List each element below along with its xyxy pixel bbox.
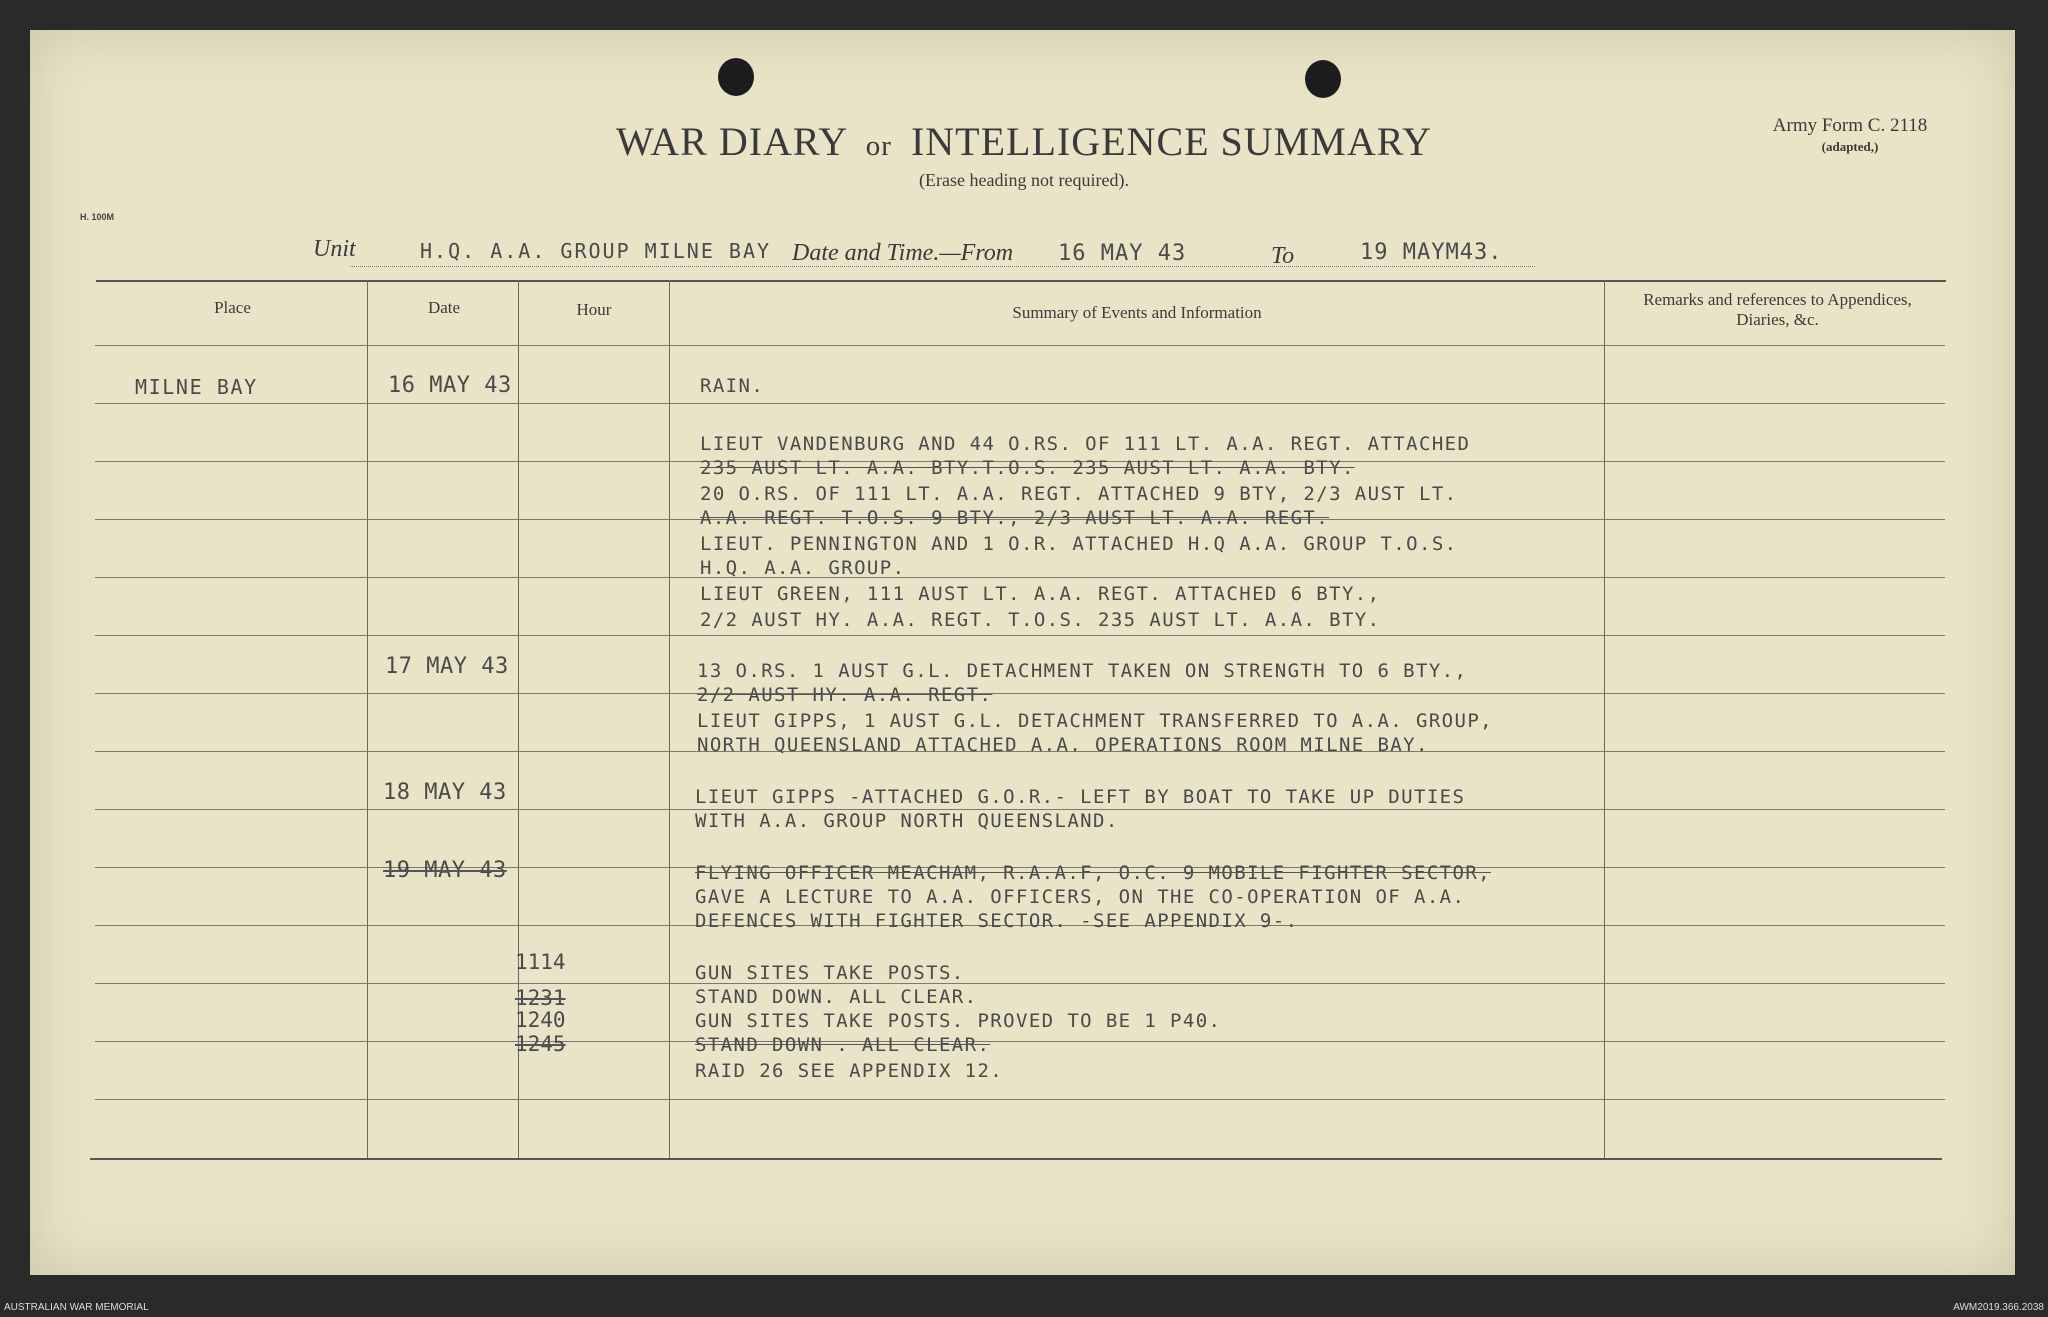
summary-line: GUN SITES TAKE POSTS. <box>695 962 965 984</box>
summary-line: 20 O.RS. OF 111 LT. A.A. REGT. ATTACHED 9 BTY, 2/3 AUST LT. <box>700 483 1458 505</box>
summary-line: WITH A.A. GROUP NORTH QUEENSLAND. <box>695 810 1119 832</box>
punch-hole-right <box>1305 60 1341 98</box>
place-cell: MILNE BAY <box>135 375 258 399</box>
summary-line: DEFENCES WITH FIGHTER SECTOR. -SEE APPENDIX 9-. <box>695 910 1299 932</box>
hour-cell: 1231 <box>515 986 566 1010</box>
summary-line: LIEUT GIPPS -ATTACHED G.O.R.- LEFT BY BOAT TO TAKE UP DUTIES <box>695 786 1466 808</box>
date-cell: 17 MAY 43 <box>385 654 509 679</box>
summary-line: GAVE A LECTURE TO A.A. OFFICERS, ON THE CO-OPERATION OF A.A. <box>695 886 1466 908</box>
hour-cell: 1240 <box>515 1008 566 1032</box>
column-header-date: Date <box>427 298 461 317</box>
army-form-id: Army Form C. 2118 (adapted,) <box>1772 115 1928 154</box>
summary-line: 235 AUST LT. A.A. BTY.T.O.S. 235 AUST LT. A.A. BTY. <box>700 457 1355 479</box>
date-cell: 18 MAY 43 <box>383 780 507 805</box>
column-header-remarks: Remarks and references to Appendices, Diaries, &c. <box>1643 290 1912 329</box>
erase-note: (Erase heading not required). <box>919 170 1129 190</box>
summary-line: STAND DOWN. ALL CLEAR. <box>695 986 978 1008</box>
summary-line: LIEUT GREEN, 111 AUST LT. A.A. REGT. ATTACHED 6 BTY., <box>700 583 1381 605</box>
header-dotted-line <box>350 266 1535 267</box>
summary-line: RAID 26 SEE APPENDIX 12. <box>695 1060 1004 1082</box>
form-reference: H. 100M <box>80 212 115 222</box>
hour-cell: 1114 <box>515 950 566 974</box>
summary-line: 2/2 AUST HY. A.A. REGT. T.O.S. 235 AUST LT. A.A. BTY. <box>700 609 1381 631</box>
summary-line: NORTH QUEENSLAND ATTACHED A.A. OPERATIONS ROOM MILNE BAY. <box>697 734 1429 756</box>
unit-value: H.Q. A.A. GROUP MILNE BAY <box>420 239 772 263</box>
column-header-hour: Hour <box>576 300 612 319</box>
summary-line: H.Q. A.A. GROUP. <box>700 557 906 579</box>
summary-line: STAND DOWN . ALL CLEAR. <box>695 1034 991 1056</box>
summary-line: LIEUT. PENNINGTON AND 1 O.R. ATTACHED H.Q A.A. GROUP T.O.S. <box>700 533 1458 555</box>
column-header-summary: Summary of Events and Information <box>1012 303 1262 322</box>
column-divider-place <box>367 280 368 1158</box>
footer-credit: AUSTRALIAN WAR MEMORIAL <box>4 1302 149 1313</box>
to-value: 19 MAYM43. <box>1360 240 1503 265</box>
summary-line: 2/2 AUST HY. A.A. REGT. <box>697 684 993 706</box>
date-time-label: Date and Time.—From <box>792 240 1014 266</box>
date-cell: 19 MAY 43 <box>383 858 507 883</box>
table-bottom-rule <box>90 1158 1942 1160</box>
column-header-place: Place <box>214 298 251 317</box>
hour-cell: 1245 <box>515 1032 566 1056</box>
summary-line: RAIN. <box>700 375 765 397</box>
date-cell: 16 MAY 43 <box>388 373 512 398</box>
diary-title: WAR DIARY or INTELLIGENCE SUMMARY <box>615 119 1433 164</box>
summary-column <box>665 340 1615 1120</box>
footer-accession: AWM2019.366.2038 <box>1953 1302 2044 1313</box>
summary-line: 13 O.RS. 1 AUST G.L. DETACHMENT TAKEN ON STRENGTH TO 6 BTY., <box>697 660 1468 682</box>
table-top-rule <box>96 280 1946 282</box>
from-value: 16 MAY 43 <box>1058 241 1187 266</box>
summary-line: LIEUT GIPPS, 1 AUST G.L. DETACHMENT TRANSFERRED TO A.A. GROUP, <box>697 710 1494 732</box>
summary-line: LIEUT VANDENBURG AND 44 O.RS. OF 111 LT. A.A. REGT. ATTACHED <box>700 433 1471 455</box>
unit-label: Unit <box>313 236 356 262</box>
summary-line: GUN SITES TAKE POSTS. PROVED TO BE 1 P40. <box>695 1010 1222 1032</box>
summary-line: FLYING OFFICER MEACHAM, R.A.A.F, O.C. 9 MOBILE FIGHTER SECTOR, <box>695 862 1492 884</box>
punch-hole-left <box>718 58 754 96</box>
to-label: To <box>1271 243 1295 269</box>
summary-line: A.A. REGT. T.O.S. 9 BTY., 2/3 AUST LT. A.A. REGT. <box>700 507 1330 529</box>
